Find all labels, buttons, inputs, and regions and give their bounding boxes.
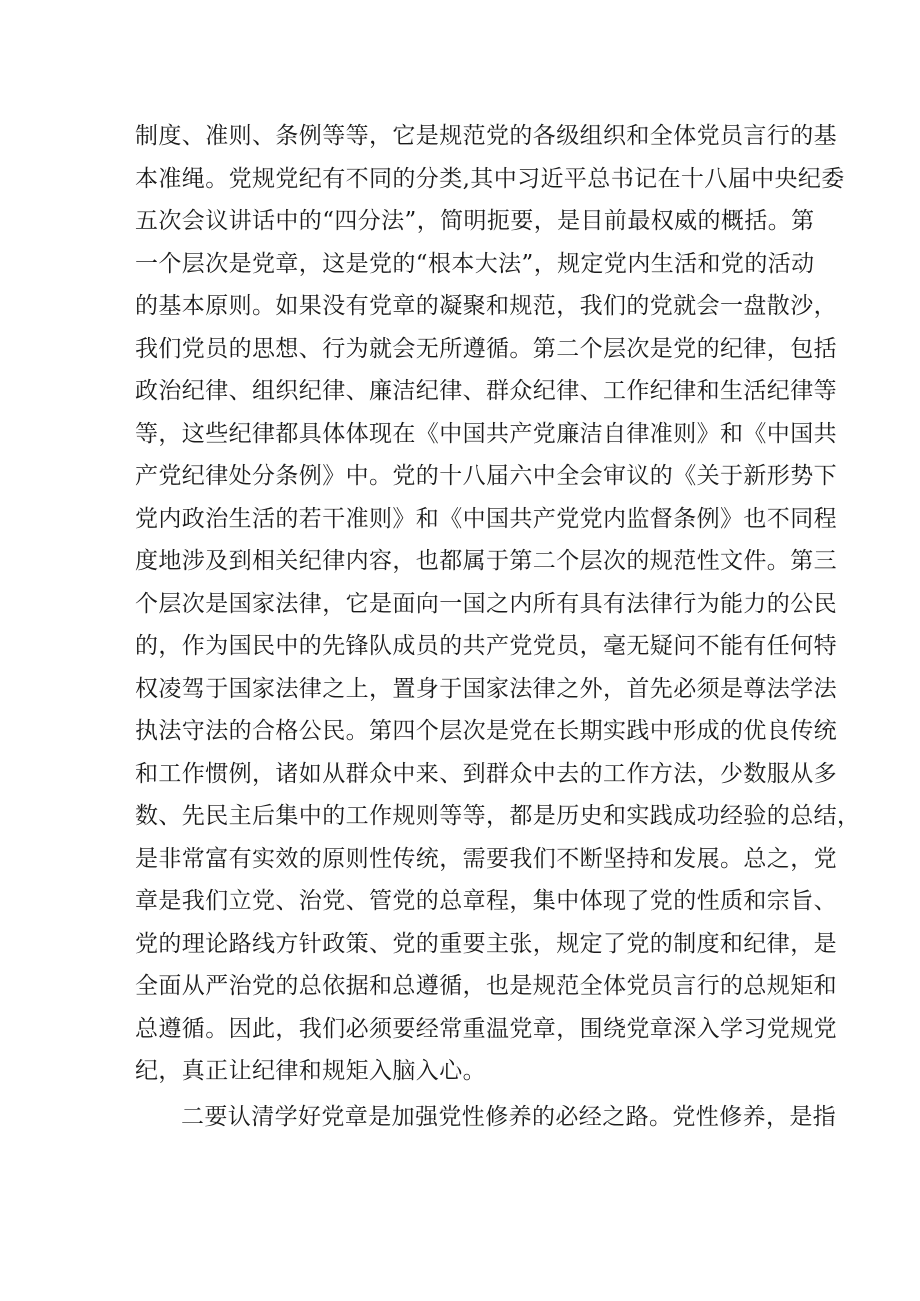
paragraph-1-line: 政治纪律、组织纪律、廉洁纪律、群众纪律、工作纪律和生活纪律等 [135,378,837,404]
paragraph-1-line: 是非常富有实效的原则性传统，需要我们不断坚持和发展。总之，党 [135,845,837,872]
paragraph-1-line: 章是我们立党、治党、管党的总章程，集中体现了党的性质和宗旨、 [135,888,837,914]
paragraph-1-line: 本准绳。党规党纪有不同的分类,其中习近平总书记在十八届中央纪委 [135,165,845,192]
paragraph-1-line: 总遵循。因此，我们必须要经常重温党章，围绕党章深入学习党规党 [135,1015,837,1042]
paragraph-1-line: 产党纪律处分条例》中。党的十八届六中全会审议的《关于新形势下 [135,463,837,489]
paragraph-1-line: 五次会议讲话中的“四分法”，简明扼要，是目前最权威的概括。第 [135,208,815,234]
paragraph-1-line: 度地涉及到相关纪律内容，也都属于第二个层次的规范性文件。第三 [135,548,837,574]
paragraph-1-line: 全面从严治党的总依据和总遵循，也是规范全体党员言行的总规矩和 [135,973,837,999]
paragraph-1-line: 党内政治生活的若干准则》和《中国共产党党内监督条例》也不同程 [135,505,837,532]
paragraph-1-line: 的基本原则。如果没有党章的凝聚和规范，我们的党就会一盘散沙， [135,293,837,319]
paragraph-1-line: 一个层次是党章，这是党的“根本大法”，规定党内生活和党的活动 [135,250,815,277]
paragraph-1-line: 执法守法的合格公民。第四个层次是党在长期实践中形成的优良传统 [135,718,837,744]
paragraph-1-line: 我们党员的思想、行为就会无所遵循。第二个层次是党的纪律，包括 [135,335,837,362]
paragraph-2-first-line: 二要认清学好党章是加强党性修养的必经之路。党性修养，是指 [181,1103,837,1130]
paragraph-1-line: 和工作惯例，诸如从群众中来、到群众中去的工作方法，少数服从多 [135,760,837,787]
paragraph-1-line: 数、先民主后集中的工作规则等等，都是历史和实践成功经验的总结， [135,803,861,829]
paragraph-1-line: 权凌驾于国家法律之上，置身于国家法律之外，首先必须是尊法学法 [135,675,837,702]
paragraph-1-line: 的，作为国民中的先锋队成员的共产党党员，毫无疑问不能有任何特 [135,633,837,659]
paragraph-1-line: 党的理论路线方针政策、党的重要主张，规定了党的制度和纪律，是 [135,930,837,957]
paragraph-1 [135,115,861,1093]
paragraph-1-line: 等，这些纪律都具体体现在《中国共产党廉洁自律准则》和《中国共 [135,420,837,447]
body-text [135,115,861,1138]
paragraph-1-line: 个层次是国家法律，它是面向一国之内所有具有法律行为能力的公民 [135,590,837,617]
paragraph-1-line: 纪，真正让纪律和规矩入脑入心。 [135,1058,486,1084]
paragraph-1-line: 制度、准则、条例等等，它是规范党的各级组织和全体党员言行的基 [135,123,837,149]
